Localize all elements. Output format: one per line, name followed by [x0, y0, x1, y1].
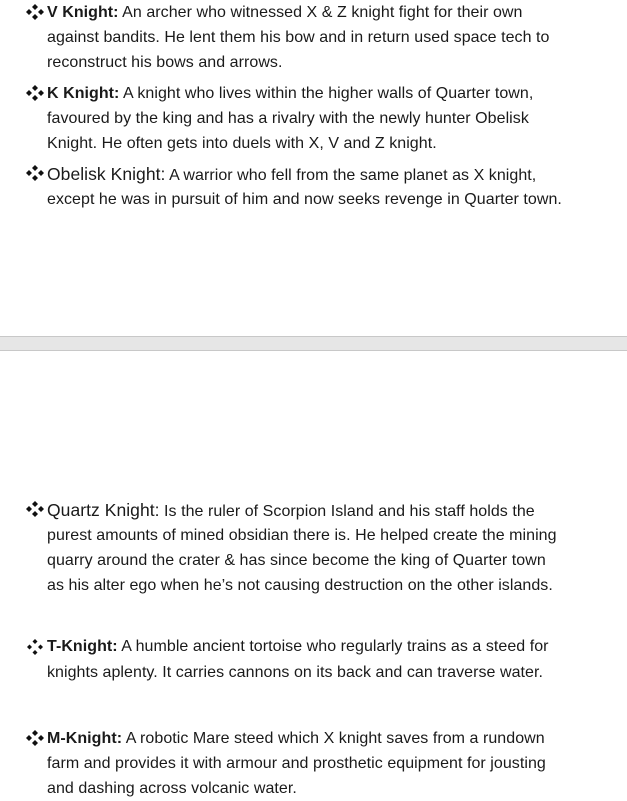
entry-line-2: knights aplenty. It carries cannons on its back and can traverse water.: [47, 664, 543, 681]
entry-line-1: K Knight: A knight who lives within the higher walls of Quarter town,: [47, 85, 534, 102]
entry-line-4: as his alter ego when he’s not causing destruction on the other islands.: [47, 577, 553, 594]
entry-line-2: farm and provides it with armour and prosthetic equipment for jousting: [47, 755, 546, 772]
entry-name: M-Knight:: [47, 730, 123, 747]
entry-line-3: and dashing across volcanic water.: [47, 780, 297, 797]
entry-line-1: Obelisk Knight: A warrior who fell from the same planet as X knight,: [47, 164, 537, 184]
entry-line-1: T-Knight: A humble ancient tortoise who regularly trains as a steed for: [47, 638, 549, 655]
entry-name: Obelisk Knight:: [47, 164, 166, 184]
entry-line-2: purest amounts of mined obsidian there is. He helped create the mining: [47, 527, 557, 544]
four-diamond-bullet-icon: [24, 84, 46, 104]
four-diamond-bullet-icon: [24, 637, 46, 657]
document-page-2: [0, 351, 627, 801]
entry-line-3: reconstruct his bows and arrows.: [47, 54, 283, 71]
entry-line-2: against bandits. He lent them his bow and in return used space tech to: [47, 29, 550, 46]
document-page-1: [0, 0, 627, 336]
entry-name: V Knight:: [47, 4, 119, 21]
four-diamond-bullet-icon: [24, 729, 46, 749]
entry-line-3: quarry around the crater & has since become the king of Quarter town: [47, 552, 546, 569]
page-separator: [0, 336, 627, 351]
four-diamond-bullet-icon: [24, 3, 46, 23]
entry-name: Quartz Knight:: [47, 500, 160, 520]
entry-line-1: M-Knight: A robotic Mare steed which X knight saves from a rundown: [47, 730, 545, 747]
entry-line-3: Knight. He often gets into duels with X, V and Z knight.: [47, 135, 437, 152]
entry-line-2: favoured by the king and has a rivalry with the newly hunter Obelisk: [47, 110, 529, 127]
entry-line-1: V Knight: An archer who witnessed X & Z knight fight for their own: [47, 4, 523, 21]
four-diamond-bullet-icon: [24, 164, 46, 184]
entry-line-1: Quartz Knight: Is the ruler of Scorpion Island and his staff holds the: [47, 500, 535, 520]
four-diamond-bullet-icon: [24, 500, 46, 520]
entry-name: T-Knight:: [47, 638, 118, 655]
entry-name: K Knight:: [47, 85, 120, 102]
entry-line-2: except he was in pursuit of him and now seeks revenge in Quarter town.: [47, 191, 562, 208]
